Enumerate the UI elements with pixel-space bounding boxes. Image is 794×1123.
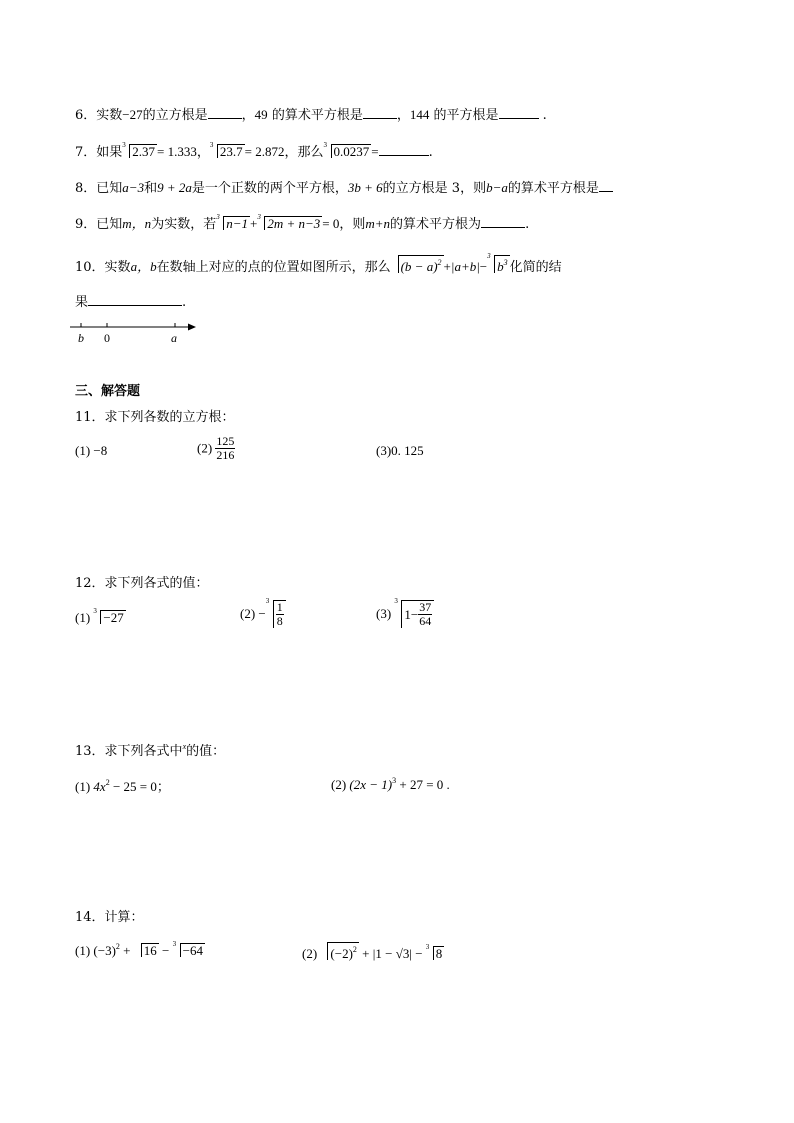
q8-expr-1: a−3	[122, 180, 145, 195]
q14-part-1: (1) $(-3)^2 + 16$ − 3 −64	[75, 940, 203, 958]
q6-blank-3[interactable]	[499, 106, 539, 119]
q9-plus: +	[249, 216, 258, 231]
q9-blank[interactable]	[481, 215, 525, 228]
question-13	[75, 740, 225, 759]
q9-eq: = 0	[322, 216, 340, 231]
q11-part-1: (1) −8	[75, 443, 108, 458]
q6-end: .	[542, 108, 547, 123]
q10-minus: −	[479, 259, 488, 274]
q7-cube-root-3: 3 0.0237	[323, 141, 370, 159]
q7-value-2: = 2.872	[244, 144, 285, 159]
q7-end: .	[428, 145, 433, 160]
question-11	[75, 406, 235, 425]
q6-number: 6．	[75, 108, 97, 123]
q7-blank[interactable]	[379, 143, 429, 156]
q9-cube-root-2: 3 2m + n−3	[257, 213, 321, 231]
label-a: a	[171, 331, 177, 345]
q9-text-1: 已知	[96, 217, 123, 232]
q6-blank-2[interactable]	[363, 106, 397, 119]
number-line-arrow	[188, 324, 196, 331]
q6-text-b: 的立方根是	[142, 108, 208, 123]
q9-cube-root-1: 3 n−1	[216, 213, 248, 231]
q9-expr: m+n	[365, 216, 391, 231]
q12-part-1: (1) 3 −27	[75, 607, 124, 625]
q6-blank-1[interactable]	[208, 106, 242, 119]
q10-sqrt: $(b - a)^2$	[391, 255, 444, 275]
q11-part-3: (3)0. 125	[376, 443, 424, 458]
q12-number: 12．	[75, 576, 105, 591]
q13-part-2: (2) $(2x - 1)^3 + 27 = 0$ .	[331, 776, 450, 792]
q10-end: .	[182, 295, 187, 310]
q13-title-a: 求下列各式中	[104, 744, 183, 759]
q13-number: 13．	[75, 744, 105, 759]
q8-number: 8．	[75, 181, 97, 196]
q14-number: 14．	[75, 910, 105, 925]
q10-text-1: 实数	[104, 260, 131, 275]
q9-number: 9．	[75, 217, 97, 232]
q6-text-a: 实数	[96, 108, 123, 123]
q9-vars: m，n	[122, 216, 152, 231]
question-14	[75, 906, 144, 925]
q10-vars: a，b	[130, 259, 157, 274]
question-12	[75, 572, 209, 591]
q13-var: x	[182, 742, 187, 751]
q8-expr-3: 3b + 6	[347, 180, 383, 195]
q10-line2: 果	[75, 295, 89, 310]
q12-part-2: (2) − 3 $\frac{1}{8}$	[240, 600, 286, 628]
question-10	[75, 252, 562, 275]
q7-value-1: = 1.333	[157, 144, 197, 159]
q10-number: 10．	[75, 260, 105, 275]
q7-cube-root-2: 3 23.7	[209, 141, 243, 159]
q13-part-1: (1) $4x^2 - 25 = 0$；	[75, 778, 170, 794]
q7-mid: ，那么	[284, 145, 324, 160]
q10-abs: |a+b|	[450, 259, 480, 274]
q8-blank[interactable]	[599, 179, 613, 192]
q6-text-c: 的算术平方根是	[271, 108, 363, 123]
q9-text-3: ，则	[339, 217, 366, 232]
q13-title-b: 的值：	[186, 744, 226, 759]
q7-cube-root-1: 3 2.37	[122, 141, 156, 159]
q6-value-c: 144	[409, 107, 430, 122]
q10-text-3: 化简的结	[509, 260, 562, 275]
q8-text-3: 是一个正数的两个平方根，	[191, 181, 348, 196]
number-line	[70, 318, 200, 346]
q8-text-1: 已知	[96, 181, 123, 196]
q7-prefix: 如果	[96, 145, 123, 160]
q8-expr-4: b−a	[486, 180, 508, 195]
label-b: b	[78, 331, 84, 345]
q7-sep: ，	[196, 145, 210, 160]
q14-title: 计算：	[104, 910, 144, 925]
label-zero: 0	[104, 331, 110, 345]
q8-text-2: 和	[144, 181, 158, 196]
q11-part-2: (2) $\frac{125}{216}$	[197, 434, 235, 462]
q12-title: 求下列各式的值：	[104, 576, 209, 591]
question-7	[75, 141, 433, 160]
q10-plus: +	[443, 259, 451, 274]
section-heading: 三、解答题	[75, 384, 141, 399]
q6-sep-1: ，	[241, 108, 255, 123]
q7-eq: =	[371, 144, 379, 159]
q7-number: 7．	[75, 145, 97, 160]
q12-part-3: (3) 3 1− $\frac{37}{64}$	[376, 600, 434, 628]
q9-end: .	[525, 217, 530, 232]
question-9	[75, 213, 529, 232]
question-8	[75, 177, 613, 196]
question-10-line-2	[75, 291, 186, 310]
q8-text-5: 的算术平方根是	[507, 181, 599, 196]
q6-value-b: 49	[254, 107, 268, 122]
q9-text-2: 为实数，若	[151, 217, 217, 232]
q8-text-4: 的立方根是 3，则	[382, 181, 487, 196]
q10-blank[interactable]	[88, 293, 182, 306]
q14-part-2: (2) $(-2)^2 + |1 - √3|$ − 3 8	[302, 943, 443, 961]
q8-expr-2: 9 + 2a	[157, 180, 192, 195]
q11-number: 11．	[75, 410, 105, 425]
q10-text-2: 在数轴上对应的点的位置如图所示，那么	[156, 260, 391, 275]
q10-cube-root: 3 $b^3$	[487, 252, 508, 274]
q6-sep-2: ，	[396, 108, 410, 123]
q6-text-d: 的平方根是	[433, 108, 499, 123]
question-6	[75, 104, 547, 123]
q11-title: 求下列各数的立方根：	[104, 410, 235, 425]
q9-text-4: 的算术平方根为	[390, 217, 482, 232]
q6-value-a: −27	[122, 107, 143, 122]
